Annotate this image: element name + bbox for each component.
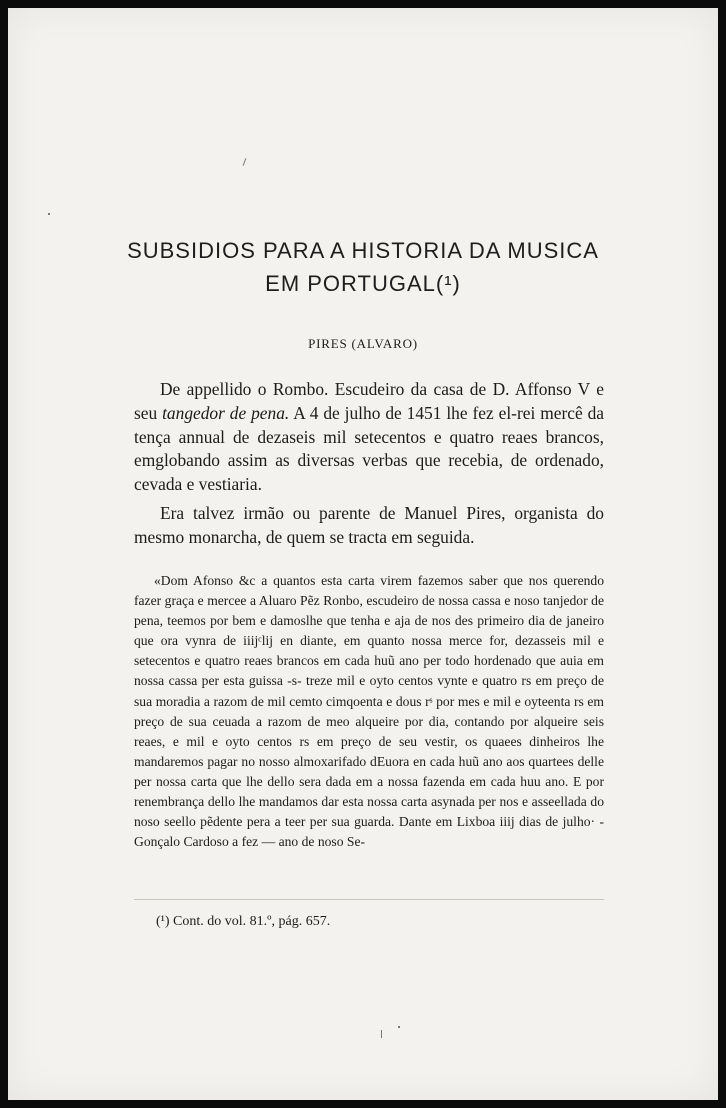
paragraph-1-italic: tangedor de pena. <box>162 402 290 423</box>
paper-speck <box>398 1026 400 1028</box>
paragraph-2: Era talvez irmão ou parente de Manuel Pires, organista do mesmo monarcha, de quem se tracta em seguida. <box>134 503 604 547</box>
paragraph-1-start: De appellido o Rombo. Escudeiro da casa de D. Affonso V e seu <box>134 379 604 423</box>
article-title-line-2: EM PORTUGAL(¹) <box>265 271 461 296</box>
footnote: (¹) Cont. do vol. 81.º, pág. 657. <box>156 914 331 929</box>
footnote-divider <box>134 899 604 900</box>
page <box>8 8 718 1100</box>
paragraph-1-end: A 4 de julho de 1451 lhe fez el-rei mercê da tença annual de dezaseis mil setecentos e quatro reaes brancos, emglobando assim as diversas verbas que recebia, de ordenado, cevada e vestiaria. <box>134 402 604 495</box>
section-heading: PIRES (ALVARO) <box>308 336 418 351</box>
paper-speck <box>243 158 247 166</box>
paragraph-1 <box>134 378 604 497</box>
paper-speck <box>381 1030 382 1038</box>
article-title-line-1: SUBSIDIOS PARA A HISTORIA DA MUSICA <box>127 238 599 263</box>
document-excerpt: «Dom Afonso &c a quantos esta carta virem fazemos saber que nos querendo fazer graça e mercee a Aluaro Pẽz Ronbo, escudeiro de nossa cassa e noso tanjedor de pena, teemos por bem e damoslhe que tenha e aja de nos des primeiro dia de janeiro que ora vynra de iiijᶜlij en diante, em quanto nossa merce for, dezasseis mil e setecentos e quatro reaes brancos em cada huũ ano per todo hordenado que auia em nossa cassa per esta guissa -s- treze mil e oyto centos vynte e quatro rs em preço de sua moradia a razom de mil cemto cimqoenta e dous rˢ por mes e mil e oyteenta rs em preço de sua ceuada a razom de meo alqueire por dia, contando por alqueire seis reaes, e mil e oyto centos rs em preço de seu vestir, os quaees dinheiros lhe mandaremos pagar no nosso almoxarifado dEuora en cada huũ ano aos quartees delle per nossa carta que lhe dello sera dada em a nossa fazenda em cada huu ano. E por renembrança dello lhe mandamos dar esta nossa carta asynada per nos e asseellada do noso seello pẽdente pera a teer per sua guarda. Dante em Lixboa iiij dias de julho· - Gonçalo Cardoso a fez — ano de noso Se- <box>134 573 604 850</box>
paper-speck <box>48 213 50 215</box>
